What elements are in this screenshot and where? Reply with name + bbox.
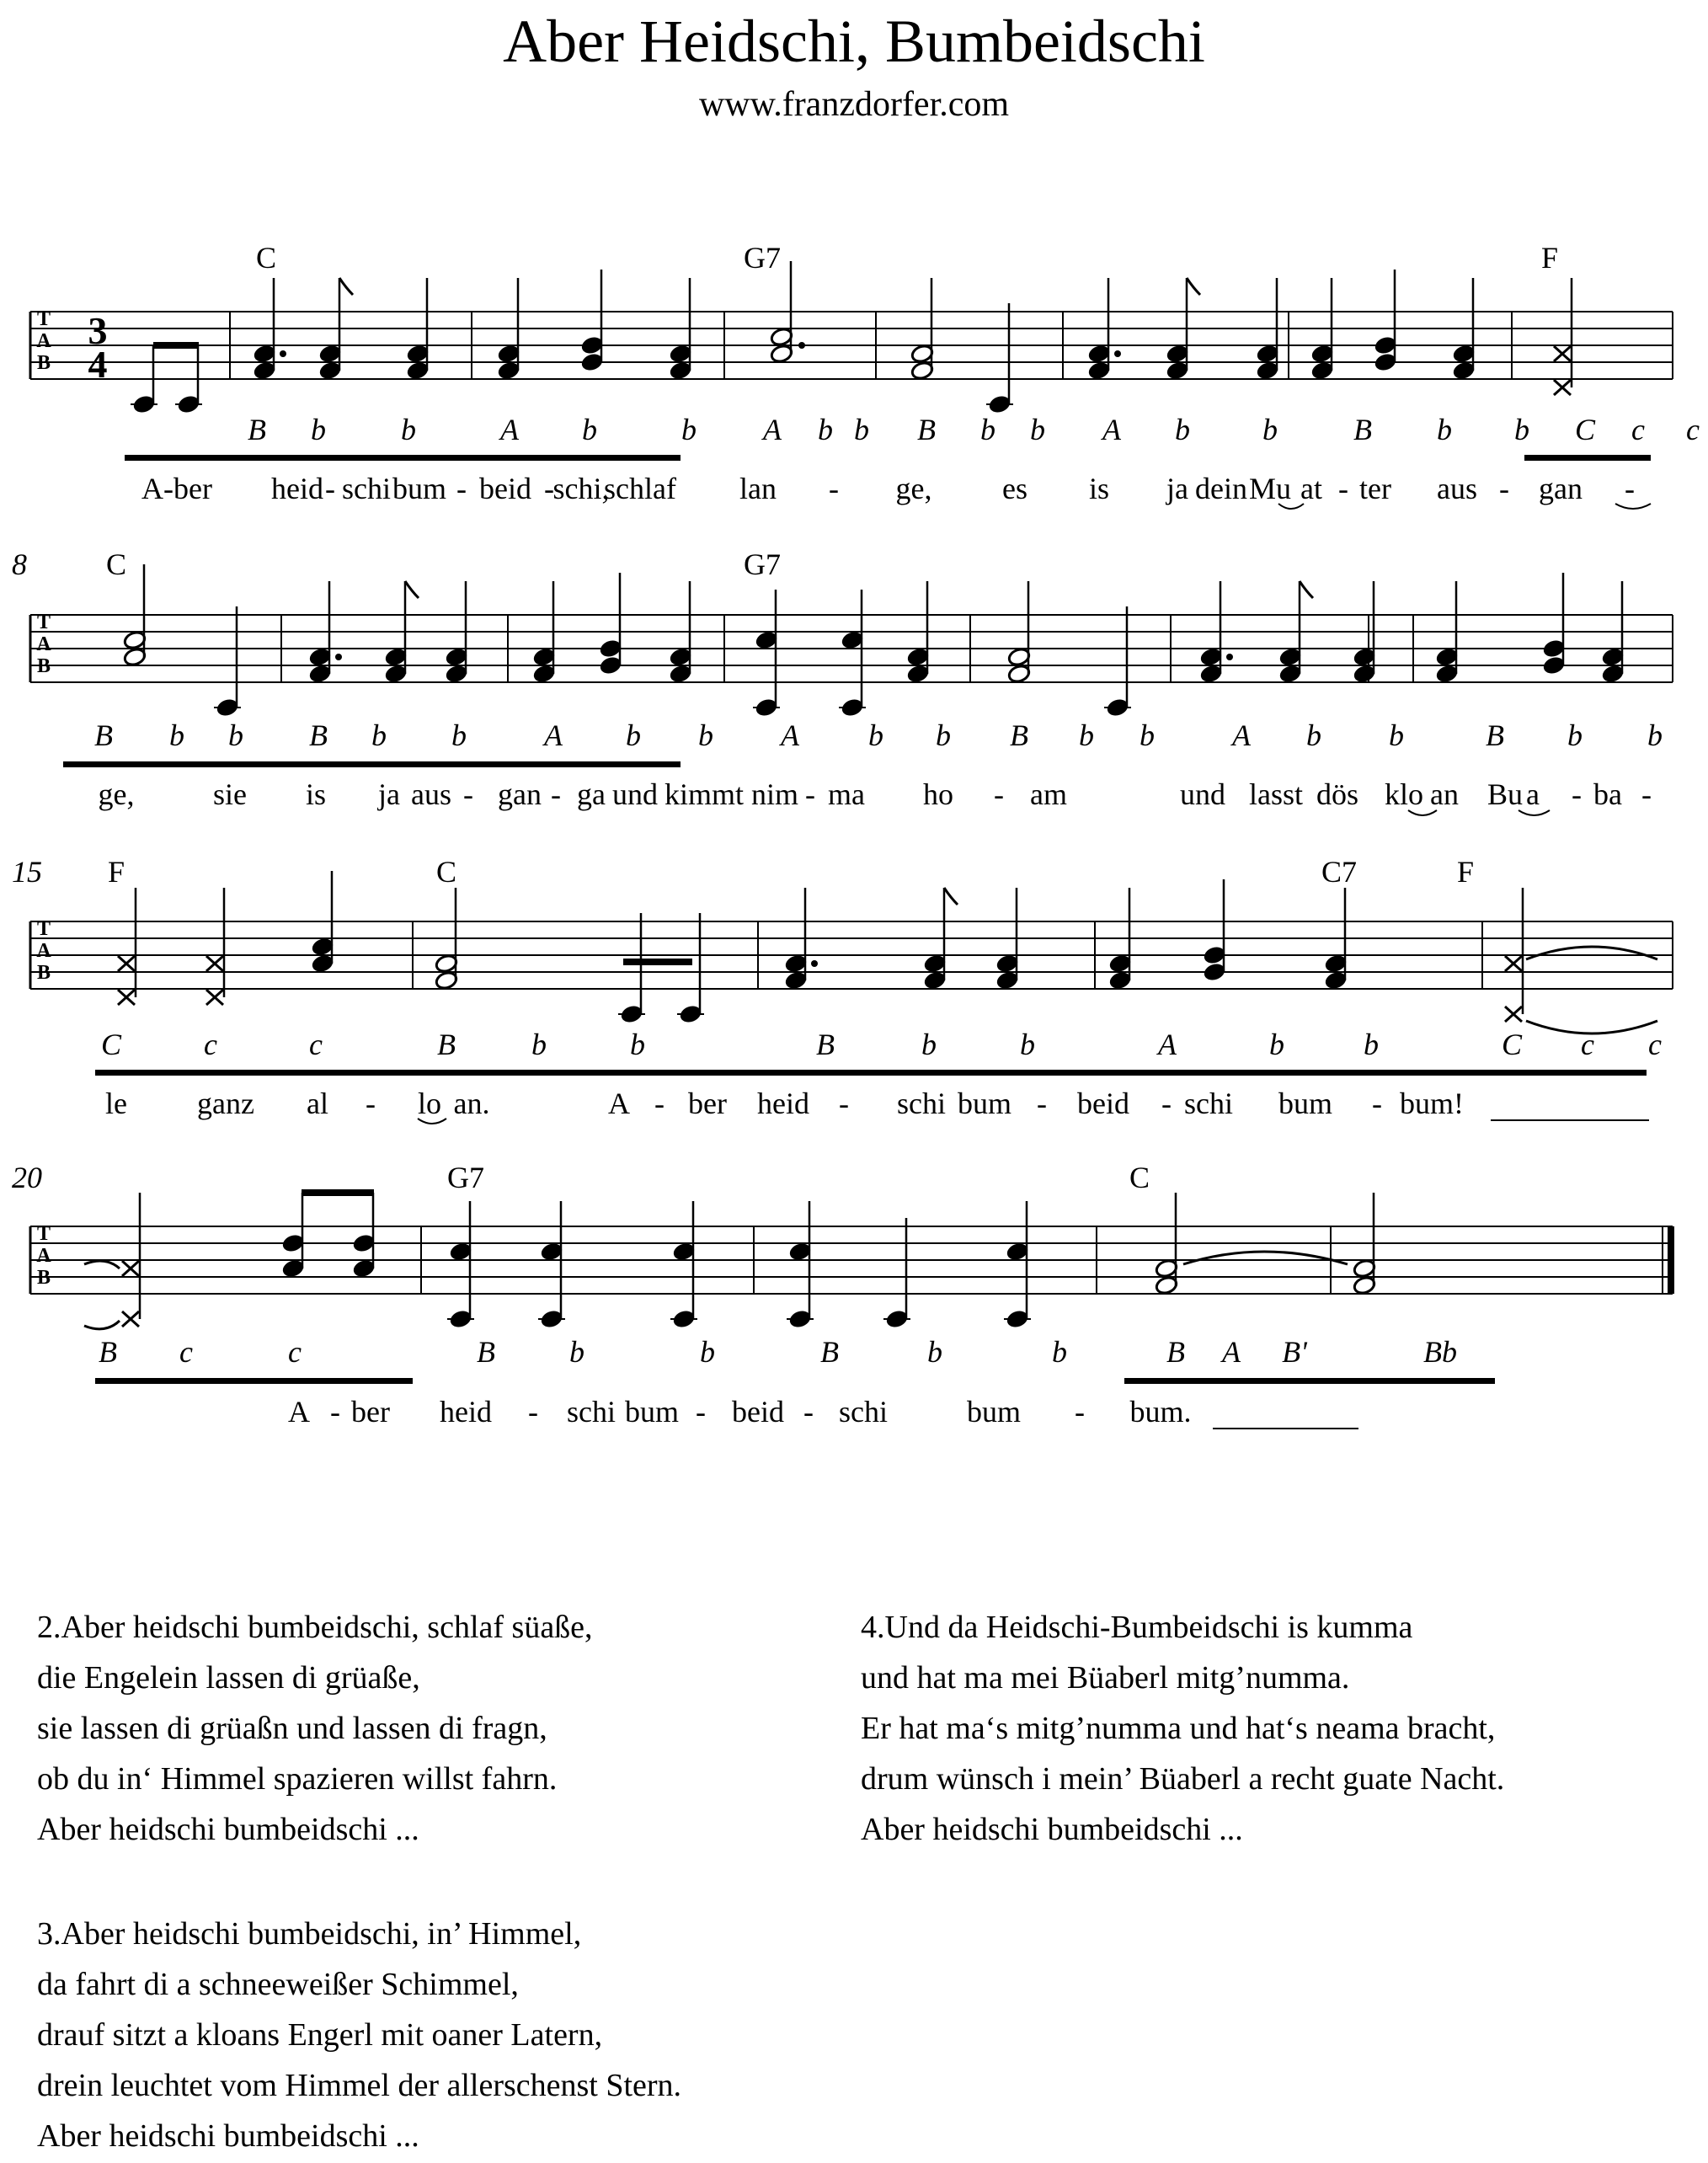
lyric-syllable: - bbox=[803, 1395, 814, 1429]
lyric-syllable: schi bbox=[567, 1395, 616, 1429]
verse-line: sie lassen di grüaßn und lassen di fragn, bbox=[37, 1711, 547, 1746]
tab-label-letter: B bbox=[36, 352, 51, 374]
eighth-flag bbox=[405, 581, 419, 598]
tab-label-letter: A bbox=[36, 940, 51, 962]
lyric-syllable: is bbox=[1088, 472, 1110, 505]
lyric-syllable: - bbox=[330, 1395, 340, 1429]
lyric-syllable: dein bbox=[1195, 472, 1247, 505]
lyric-syllable: ge, bbox=[98, 777, 135, 811]
lyric-syllable: - bbox=[805, 777, 815, 811]
tab-label-letter: A bbox=[36, 633, 51, 655]
bass-note-label: b bbox=[1052, 1335, 1067, 1369]
bass-note-label: A bbox=[763, 413, 782, 446]
lyric-syllable: nim bbox=[750, 777, 799, 811]
lyric-syllable: - bbox=[325, 472, 335, 505]
lyric-syllable: ja bbox=[1166, 472, 1188, 505]
tie bbox=[1183, 1252, 1348, 1264]
bass-note-label: b bbox=[700, 1335, 715, 1369]
lyric-syllable: aus bbox=[1437, 472, 1477, 505]
chord-symbol: C bbox=[435, 855, 457, 889]
bass-note-label: b bbox=[228, 718, 243, 752]
lyric-syllable: - bbox=[1499, 472, 1509, 505]
lyric-syllable: schi bbox=[897, 1087, 946, 1120]
lyric-syllable: a bbox=[1526, 777, 1540, 811]
lyric-syllable: ba bbox=[1593, 777, 1622, 811]
bass-note-label: B bbox=[437, 1028, 456, 1061]
tab-label-letter: B bbox=[36, 655, 51, 677]
bass-note-label: A bbox=[1158, 1028, 1177, 1061]
bass-note-label: B bbox=[816, 1028, 835, 1061]
eighth-beam bbox=[302, 1189, 374, 1196]
lyric-syllable: dös bbox=[1316, 777, 1359, 811]
chord-symbol: F bbox=[1540, 241, 1559, 275]
lyric-syllable: - bbox=[1372, 1087, 1382, 1120]
bass-note-label: Bb bbox=[1423, 1335, 1457, 1369]
bass-note-label: b bbox=[371, 718, 387, 752]
lyric-syllable: am bbox=[1030, 777, 1067, 811]
bass-note-label: b bbox=[1514, 413, 1529, 446]
lyric-syllable: aus bbox=[411, 777, 451, 811]
tab-label-letter: B bbox=[36, 962, 51, 984]
bass-note-label: C bbox=[1501, 1028, 1523, 1061]
lyric-syllable: schi bbox=[839, 1395, 888, 1429]
lyric-syllable: sie bbox=[213, 777, 247, 811]
bass-note-label: A bbox=[781, 718, 799, 752]
lyric-syllable: an bbox=[1430, 777, 1459, 811]
bass-note-label: B' bbox=[1282, 1335, 1307, 1369]
bass-beam bbox=[1524, 455, 1651, 461]
tab-label-letter: A bbox=[36, 1245, 51, 1267]
lyric-syllable: bum. bbox=[1129, 1395, 1192, 1429]
lyric-syllable: kimmt bbox=[664, 777, 745, 811]
verse-line: Aber heidschi bumbeidschi ... bbox=[37, 1812, 419, 1847]
bass-note-label: b bbox=[681, 413, 697, 446]
chord-symbol: G7 bbox=[744, 241, 781, 275]
bass-note-label: b bbox=[921, 1028, 937, 1061]
verse-line: drein leuchtet vom Himmel der allerschenst Stern. bbox=[37, 2068, 682, 2103]
bass-note-label: A bbox=[1232, 718, 1251, 752]
verse-line: ob du in‘ Himmel spazieren willst fahrn. bbox=[37, 1761, 558, 1797]
bass-note-label: B bbox=[917, 413, 936, 446]
bass-note-label: c bbox=[179, 1335, 193, 1369]
lyric-syllable: - bbox=[1641, 777, 1652, 811]
verse-line: 4.Und da Heidschi-Bumbeidschi is kumma bbox=[861, 1610, 1413, 1645]
augmentation-dot bbox=[280, 350, 286, 357]
bass-note-label: b bbox=[980, 413, 995, 446]
lyric-syllable: - bbox=[1075, 1395, 1085, 1429]
chord-symbol: F bbox=[107, 855, 125, 889]
bass-note-label: c bbox=[309, 1028, 323, 1061]
augmentation-dot bbox=[798, 342, 805, 349]
lyric-syllable: ja bbox=[378, 777, 400, 811]
bass-beam bbox=[125, 455, 681, 461]
bass-note-label: A bbox=[544, 718, 563, 752]
lyric-syllable: gan bbox=[498, 777, 542, 811]
bass-note-label: B bbox=[820, 1335, 839, 1369]
verse-line: Aber heidschi bumbeidschi ... bbox=[37, 2118, 419, 2154]
bass-beam bbox=[63, 761, 681, 767]
lyric-syllable: is bbox=[305, 777, 327, 811]
lyric-syllable: - bbox=[528, 1395, 538, 1429]
chord-symbol: F bbox=[1456, 855, 1475, 889]
bass-note-label: b bbox=[1647, 718, 1663, 752]
lyric-syllable: ber bbox=[351, 1395, 390, 1429]
lyric-syllable: ter bbox=[1359, 472, 1391, 505]
bass-note-label: C bbox=[100, 1028, 122, 1061]
bass-note-label: b bbox=[1020, 1028, 1035, 1061]
verse-line: 3.Aber heidschi bumbeidschi, in’ Himmel, bbox=[37, 1916, 582, 1952]
lyric-syllable: beid bbox=[479, 472, 531, 505]
lyric-syllable: bum bbox=[392, 472, 447, 505]
lyric-syllable: schi bbox=[1184, 1087, 1233, 1120]
bass-note-label: b bbox=[1262, 413, 1278, 446]
lyric-syllable: - bbox=[994, 777, 1004, 811]
verse-line: Aber heidschi bumbeidschi ... bbox=[861, 1812, 1243, 1847]
bass-note-label: b bbox=[1364, 1028, 1379, 1061]
bass-note-label: b bbox=[1306, 718, 1321, 752]
bass-note-label: c bbox=[1648, 1028, 1662, 1061]
verse-line: Er hat ma‘s mitg’numma und hat‘s neama bracht, bbox=[861, 1711, 1496, 1746]
lyric-syllable: - bbox=[839, 1087, 849, 1120]
lyric-syllable: schi, bbox=[552, 472, 610, 505]
lyric-syllable: und bbox=[1180, 777, 1225, 811]
bass-note-label: B bbox=[477, 1335, 495, 1369]
lyric-syllable: - bbox=[551, 777, 561, 811]
lyric-syllable: heid bbox=[271, 472, 323, 505]
chord-symbol: C7 bbox=[1321, 855, 1358, 889]
lyric-syllable: ma bbox=[828, 777, 865, 811]
bass-note-label: C bbox=[1574, 413, 1596, 446]
bass-note-label: b bbox=[311, 413, 326, 446]
bass-note-label: c bbox=[1581, 1028, 1594, 1061]
bass-note-label: b bbox=[1389, 718, 1404, 752]
lyric-syllable: und bbox=[612, 777, 658, 811]
eighth-flag bbox=[1300, 581, 1313, 598]
lyric-syllable: ganz bbox=[197, 1087, 254, 1120]
verse-4 bbox=[861, 1602, 1504, 1855]
bass-note-label: b bbox=[1567, 718, 1583, 752]
lyric-syllable: - bbox=[829, 472, 839, 505]
bass-note-label: b bbox=[401, 413, 416, 446]
bass-note-label: B bbox=[94, 718, 113, 752]
bass-note-label: B bbox=[1166, 1335, 1185, 1369]
bass-note-label: b bbox=[582, 413, 597, 446]
lyric-syllable: ge, bbox=[895, 472, 932, 505]
lyric-syllable: heid bbox=[757, 1087, 809, 1120]
bass-note-label: b bbox=[868, 718, 883, 752]
chord-symbol: G7 bbox=[447, 1161, 484, 1194]
lyric-syllable: at bbox=[1300, 472, 1322, 505]
bass-note-label: b bbox=[854, 413, 869, 446]
tab-label-letter: T bbox=[36, 1223, 51, 1245]
tab-label-letter: A bbox=[36, 330, 51, 352]
augmentation-dot bbox=[811, 960, 818, 967]
verse-2 bbox=[37, 1602, 593, 1855]
bass-note-label: b bbox=[1175, 413, 1190, 446]
augmentation-dot bbox=[1114, 350, 1121, 357]
bass-note-label: A bbox=[1102, 413, 1121, 446]
bass-beam bbox=[95, 1070, 1647, 1076]
lyric-syllable: an. bbox=[453, 1087, 490, 1120]
bass-note-label: b bbox=[626, 718, 641, 752]
lyric-syllable: - bbox=[654, 1087, 665, 1120]
augmentation-dot bbox=[335, 654, 342, 660]
bass-note-label: B bbox=[1486, 718, 1504, 752]
bass-note-label: b bbox=[569, 1335, 584, 1369]
bass-note-label: c bbox=[204, 1028, 217, 1061]
bass-beam bbox=[1124, 1378, 1495, 1384]
lyric-syllable: bum! bbox=[1400, 1087, 1464, 1120]
lyric-syllable: A-ber bbox=[141, 472, 212, 505]
lyric-syllable: - bbox=[544, 472, 554, 505]
lyric-syllable: klo bbox=[1384, 777, 1424, 811]
lyric-syllable: - bbox=[1572, 777, 1582, 811]
verse-line: 2.Aber heidschi bumbeidschi, schlaf süaße, bbox=[37, 1610, 593, 1645]
bass-note-label: b bbox=[1269, 1028, 1284, 1061]
eighth-flag bbox=[1187, 278, 1200, 295]
bass-note-label: b bbox=[1030, 413, 1045, 446]
bass-beam bbox=[95, 1378, 413, 1384]
lyric-syllable: - bbox=[696, 1395, 706, 1429]
lyric-syllable: - bbox=[463, 777, 473, 811]
bass-note-label: b bbox=[1079, 718, 1094, 752]
bass-note-label: b bbox=[818, 413, 833, 446]
bass-note-label: c bbox=[288, 1335, 302, 1369]
eighth-beam bbox=[153, 342, 199, 349]
verse-line: drum wünsch i mein’ Büaberl a recht guate Nacht. bbox=[861, 1761, 1505, 1797]
eighth-flag bbox=[339, 278, 353, 295]
lyric-syllable: bum bbox=[1278, 1087, 1333, 1120]
lyric-syllable: Mu bbox=[1248, 472, 1292, 505]
lyric-syllable: A bbox=[608, 1087, 630, 1120]
lyric-syllable: beid bbox=[1077, 1087, 1129, 1120]
lyric-syllable: lasst bbox=[1248, 777, 1304, 811]
page-title: Aber Heidschi, Bumbeidschi bbox=[503, 8, 1205, 75]
bass-note-label: b bbox=[630, 1028, 645, 1061]
lyric-syllable: gan bbox=[1539, 472, 1583, 505]
bass-note-label: B bbox=[248, 413, 266, 446]
bass-note-label: b bbox=[531, 1028, 547, 1061]
bass-note-label: b bbox=[451, 718, 467, 752]
time-signature-top: 3 bbox=[88, 309, 108, 352]
lyric-syllable: - bbox=[1338, 472, 1348, 505]
bass-note-label: A bbox=[500, 413, 519, 446]
measure-number: 15 bbox=[12, 855, 42, 889]
bass-note-label: b bbox=[1437, 413, 1452, 446]
chord-symbol: C bbox=[1129, 1161, 1150, 1194]
augmentation-dot bbox=[1226, 654, 1233, 660]
time-signature-bottom: 4 bbox=[88, 343, 108, 386]
lyric-syllable: A bbox=[288, 1395, 310, 1429]
eighth-flag bbox=[944, 888, 958, 905]
page-subtitle: www.franzdorfer.com bbox=[698, 85, 1010, 124]
lyric-syllable: heid bbox=[440, 1395, 492, 1429]
bass-note-label: b bbox=[1140, 718, 1155, 752]
bass-note-label: c bbox=[1631, 413, 1645, 446]
measure-number: 8 bbox=[12, 547, 27, 581]
lyric-syllable: ho bbox=[923, 777, 953, 811]
lyric-syllable: lan bbox=[739, 472, 777, 505]
bass-note-label: b bbox=[698, 718, 713, 752]
lyric-syllable: bum bbox=[957, 1087, 1012, 1120]
bass-note-label: c bbox=[1686, 413, 1700, 446]
lyric-syllable: - bbox=[1161, 1087, 1172, 1120]
lyric-syllable: schi bbox=[342, 472, 391, 505]
verse-line: drauf sitzt a kloans Engerl mit oaner Latern, bbox=[37, 2017, 603, 2053]
bass-note-label: B bbox=[1353, 413, 1372, 446]
lyric-syllable: bum bbox=[624, 1395, 680, 1429]
bass-note-label: B bbox=[1010, 718, 1028, 752]
verse-line: da fahrt di a schneeweißer Schimmel, bbox=[37, 1967, 519, 2002]
tie bbox=[84, 1261, 120, 1268]
lyric-syllable: schlaf bbox=[604, 472, 676, 505]
chord-symbol: G7 bbox=[744, 547, 781, 581]
tab-label-letter: T bbox=[36, 308, 51, 330]
lyric-syllable: - bbox=[1625, 472, 1635, 505]
lyric-syllable: - bbox=[366, 1087, 376, 1120]
lyric-syllable: - bbox=[1037, 1087, 1047, 1120]
bass-note-label: b bbox=[927, 1335, 942, 1369]
bass-note-label: B bbox=[99, 1335, 117, 1369]
verse-line: und hat ma mei Büaberl mitg’numma. bbox=[861, 1660, 1350, 1696]
bass-note-label: b bbox=[169, 718, 184, 752]
chord-symbol: C bbox=[105, 547, 127, 581]
tab-label-letter: B bbox=[36, 1267, 51, 1289]
measure-number: 20 bbox=[12, 1161, 42, 1194]
tab-label-letter: T bbox=[36, 612, 51, 633]
verse-3 bbox=[37, 1909, 681, 2161]
lyric-syllable: lo bbox=[417, 1087, 442, 1120]
lyric-syllable: bum bbox=[966, 1395, 1022, 1429]
lyric-syllable: beid bbox=[732, 1395, 784, 1429]
chord-symbol: C bbox=[255, 241, 277, 275]
tie bbox=[84, 1321, 120, 1329]
eighth-beam bbox=[623, 959, 692, 965]
lyric-syllable: ga bbox=[577, 777, 606, 811]
tab-label-letter: T bbox=[36, 918, 51, 940]
lyric-syllable: ber bbox=[688, 1087, 727, 1120]
lyric-syllable: es bbox=[1002, 472, 1027, 505]
bass-note-label: b bbox=[936, 718, 951, 752]
tie bbox=[1526, 947, 1657, 959]
lyric-syllable: le bbox=[105, 1087, 127, 1120]
lyric-syllable: - bbox=[456, 472, 467, 505]
bass-note-label: B bbox=[309, 718, 328, 752]
verse-line: die Engelein lassen di grüaße, bbox=[37, 1660, 420, 1696]
bass-note-label: A bbox=[1222, 1335, 1241, 1369]
lyric-syllable: al bbox=[307, 1087, 328, 1120]
lyric-syllable: Bu bbox=[1486, 777, 1524, 811]
